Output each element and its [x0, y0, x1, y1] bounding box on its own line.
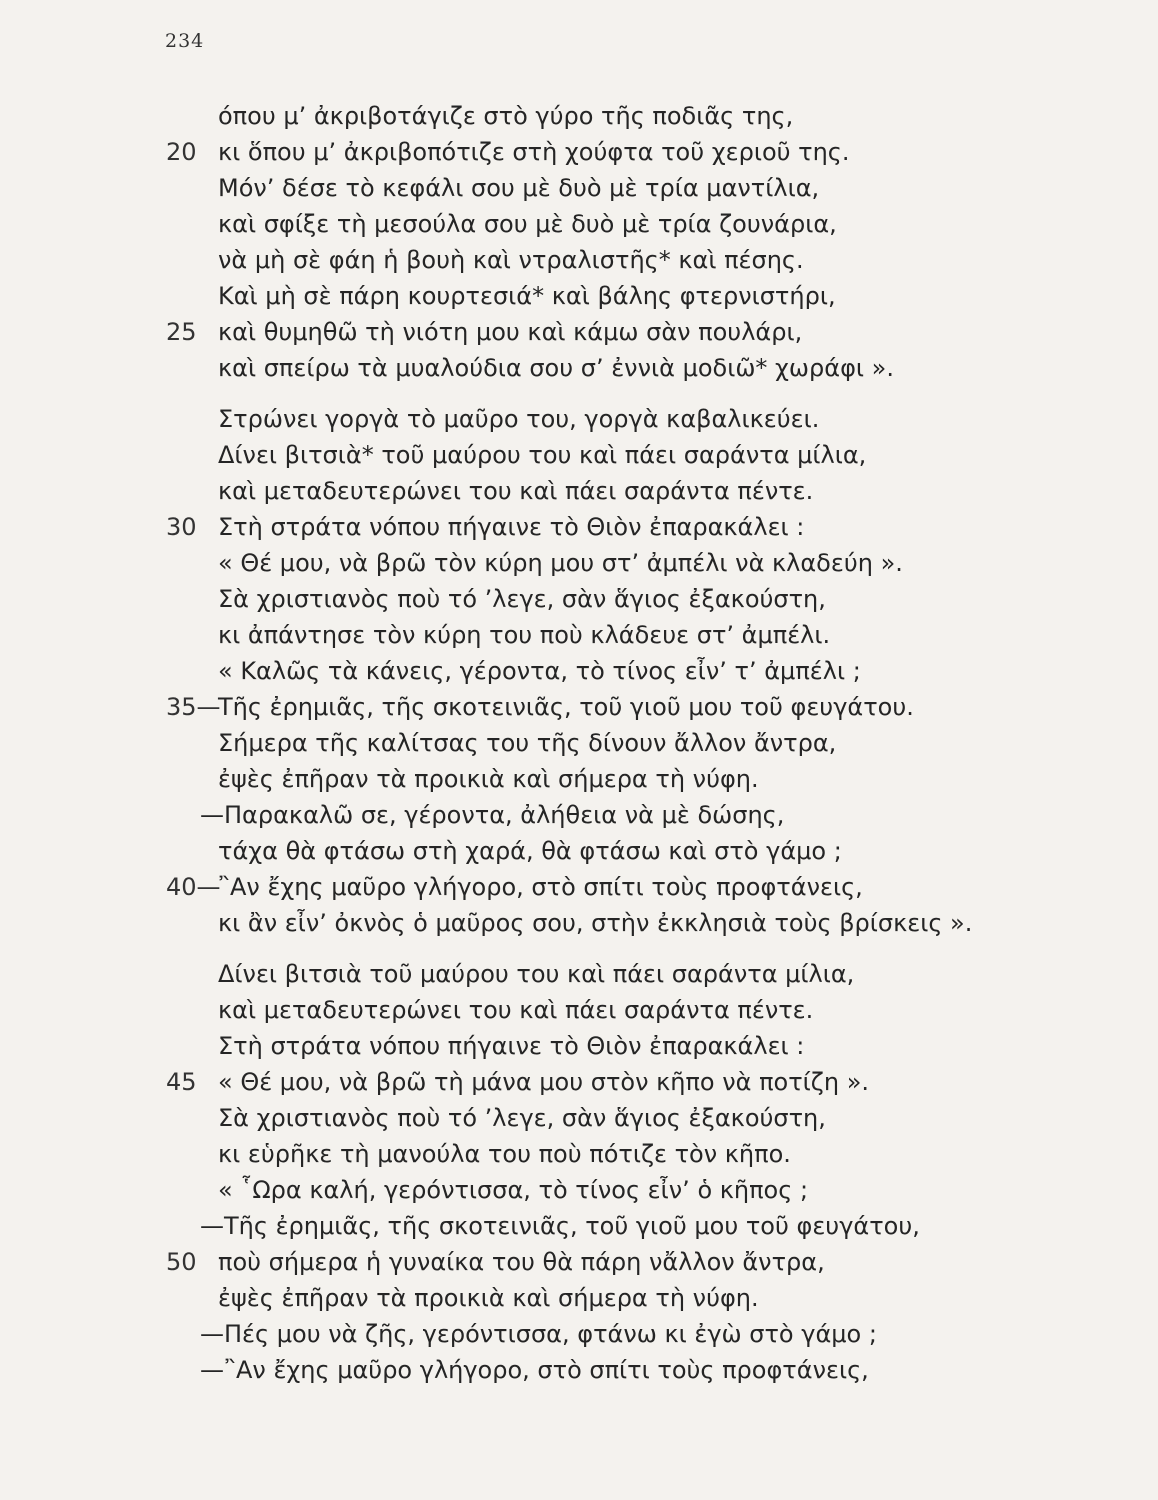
verse-text: όπου μ’ ἀκριβοτάγιζε στὸ γύρο τῆς ποδιᾶς της,: [218, 102, 794, 130]
verse-line: [218, 1172, 808, 1208]
verse-text: ἐψὲς ἐπῆραν τὰ προικιὰ καὶ σήμερα τὴ νύφη.: [218, 1284, 759, 1312]
verse-text: Στὴ στράτα νόπου πήγαινε τὸ Θιὸν ἐπαρακάλει :: [218, 513, 805, 541]
verse-text: καὶ σφίξε τὴ μεσούλα σου μὲ δυὸ μὲ τρία ζουνάρια,: [218, 210, 837, 238]
verse-line: [218, 1244, 825, 1280]
verse-text: « Θέ μου, νὰ βρῶ τὸν κύρη μου στ’ ἀμπέλι νὰ κλαδεύη ».: [218, 549, 903, 577]
line-number: 35—: [166, 693, 221, 721]
verse-text: Δίνει βιτσιὰ τοῦ μαύρου του καὶ πάει σαράντα μίλια,: [218, 960, 855, 988]
dialogue-dash: —: [200, 1212, 224, 1240]
verse-text: « ῟Ωρα καλή, γερόντισσα, τὸ τίνος εἶν’ ὁ κῆπος ;: [218, 1176, 809, 1204]
verse-text: ῍Αν ἔχης μαῦρο γλήγορο, στὸ σπίτι τοὺς προφτάνεις,: [224, 1356, 869, 1384]
verse-line: [218, 956, 854, 992]
verse-text: Σὰ χριστιανὸς ποὺ τό ’λεγε, σὰν ἅγιος ἐξακούστη,: [218, 1104, 826, 1132]
verse-line: [218, 581, 826, 617]
dialogue-dash: —: [200, 1320, 224, 1348]
line-number: 40—: [166, 873, 221, 901]
verse-text: ποὺ σήμερα ἡ γυναίκα του θὰ πάρη νἄλλον ἄντρα,: [218, 1248, 825, 1276]
line-number: 50: [166, 1248, 197, 1276]
verse-text: Σήμερα τῆς καλίτσας του τῆς δίνουν ἄλλον ἄντρα,: [218, 729, 837, 757]
verse-text: καὶ θυμηθῶ τὴ νιότη μου καὶ κάμω σὰν πουλάρι,: [218, 318, 803, 346]
verse-line: [218, 1280, 759, 1316]
verse-line: [218, 1028, 804, 1064]
verse-text: Τῆς ἐρημιᾶς, τῆς σκοτεινιᾶς, τοῦ γιοῦ μου τοῦ φευγάτου.: [218, 693, 914, 721]
verse-text: κι ἀπάντησε τὸν κύρη του ποὺ κλάδευε στ’ ἀμπέλι.: [218, 621, 831, 649]
verse-text: κι εὑρῆκε τὴ μανούλα του ποὺ πότιζε τὸν κῆπο.: [218, 1140, 791, 1168]
verse-line: [218, 170, 819, 206]
line-number: 25: [166, 318, 197, 346]
verse-text: Τῆς ἐρημιᾶς, τῆς σκοτεινιᾶς, τοῦ γιοῦ μου τοῦ φευγάτου,: [224, 1212, 920, 1240]
verse-line: [218, 617, 830, 653]
verse-text: κι ὅπου μ’ ἀκριβοπότιζε στὴ χούφτα τοῦ χεριοῦ της.: [218, 138, 850, 166]
verse-line: [218, 350, 894, 386]
verse-line: [218, 653, 861, 689]
verse-text: καὶ μεταδευτερώνει του καὶ πάει σαράντα πέντε.: [218, 477, 814, 505]
verse-text: νὰ μὴ σὲ φάη ἡ βουὴ καὶ ντραλιστῆς* καὶ πέσης.: [218, 246, 804, 274]
verse-text: Παρακαλῶ σε, γέροντα, ἀλήθεια νὰ μὲ δώσης,: [224, 801, 785, 829]
verse-text: « Καλῶς τὰ κάνεις, γέροντα, τὸ τίνος εἶν’ τ’ ἀμπέλι ;: [218, 657, 861, 685]
verse-text: ἐψὲς ἐπῆραν τὰ προικιὰ καὶ σήμερα τὴ νύφη.: [218, 765, 759, 793]
verse-text: « Θέ μου, νὰ βρῶ τὴ μάνα μου στὸν κῆπο νὰ ποτίζη ».: [218, 1068, 869, 1096]
verse-text: καὶ μεταδευτερώνει του καὶ πάει σαράντα πέντε.: [218, 996, 814, 1024]
verse-line: [218, 833, 842, 869]
verse-text: Σὰ χριστιανὸς ποὺ τό ’λεγε, σὰν ἅγιος ἐξακούστη,: [218, 585, 826, 613]
verse-text: Στρώνει γοργὰ τὸ μαῦρο του, γοργὰ καβαλικεύει.: [218, 405, 820, 433]
verse-line: [218, 1136, 791, 1172]
verse-line: [200, 1352, 869, 1388]
verse-line: [200, 797, 784, 833]
verse-text: Καὶ μὴ σὲ πάρη κουρτεσιά* καὶ βάλης φτερνιστήρι,: [218, 282, 836, 310]
verse-line: [218, 689, 914, 725]
verse-text: Δίνει βιτσιὰ* τοῦ μαύρου του καὶ πάει σαράντα μίλια,: [218, 441, 867, 469]
verse-line: [218, 401, 819, 437]
verse-line: [218, 206, 837, 242]
line-number: 45: [166, 1068, 197, 1096]
verse-line: [218, 1064, 869, 1100]
verse-text: Μόν’ δέσε τὸ κεφάλι σου μὲ δυὸ μὲ τρία μαντίλια,: [218, 174, 820, 202]
verse-line: [218, 761, 759, 797]
verse-line: [200, 1316, 877, 1352]
page-number: 234: [165, 30, 205, 52]
line-number: 20: [166, 138, 197, 166]
verse-line: [218, 314, 802, 350]
dialogue-dash: —: [200, 801, 224, 829]
verse-line: [218, 725, 836, 761]
verse-text: κι ἂν εἶν’ ὀκνὸς ὁ μαῦρος σου, στὴν ἐκκλησιὰ τοὺς βρίσκεις ».: [218, 909, 973, 937]
verse-line: [218, 545, 903, 581]
verse-line: [218, 473, 813, 509]
verse-line: [218, 278, 836, 314]
verse-line: [200, 1208, 920, 1244]
verse-text: καὶ σπείρω τὰ μυαλούδια σου σ’ ἐννιὰ μοδιῶ* χωράφι ».: [218, 354, 894, 382]
verse-line: [218, 98, 793, 134]
verse-line: [218, 437, 866, 473]
line-number: 30: [166, 513, 197, 541]
verse-line: [218, 905, 972, 941]
verse-line: [218, 134, 850, 170]
verse-line: [218, 509, 804, 545]
verse-line: [218, 869, 863, 905]
verse-line: [218, 242, 804, 278]
verse-line: [218, 992, 813, 1028]
dialogue-dash: —: [200, 1356, 224, 1384]
verse-text: Στὴ στράτα νόπου πήγαινε τὸ Θιὸν ἐπαρακάλει :: [218, 1032, 805, 1060]
verse-text: Πές μου νὰ ζῆς, γερόντισσα, φτάνω κι ἐγὼ στὸ γάμο ;: [224, 1320, 877, 1348]
verse-text: τάχα θὰ φτάσω στὴ χαρά, θὰ φτάσω καὶ στὸ γάμο ;: [218, 837, 842, 865]
verse-line: [218, 1100, 826, 1136]
verse-text: ῍Αν ἔχης μαῦρο γλήγορο, στὸ σπίτι τοὺς προφτάνεις,: [218, 873, 863, 901]
